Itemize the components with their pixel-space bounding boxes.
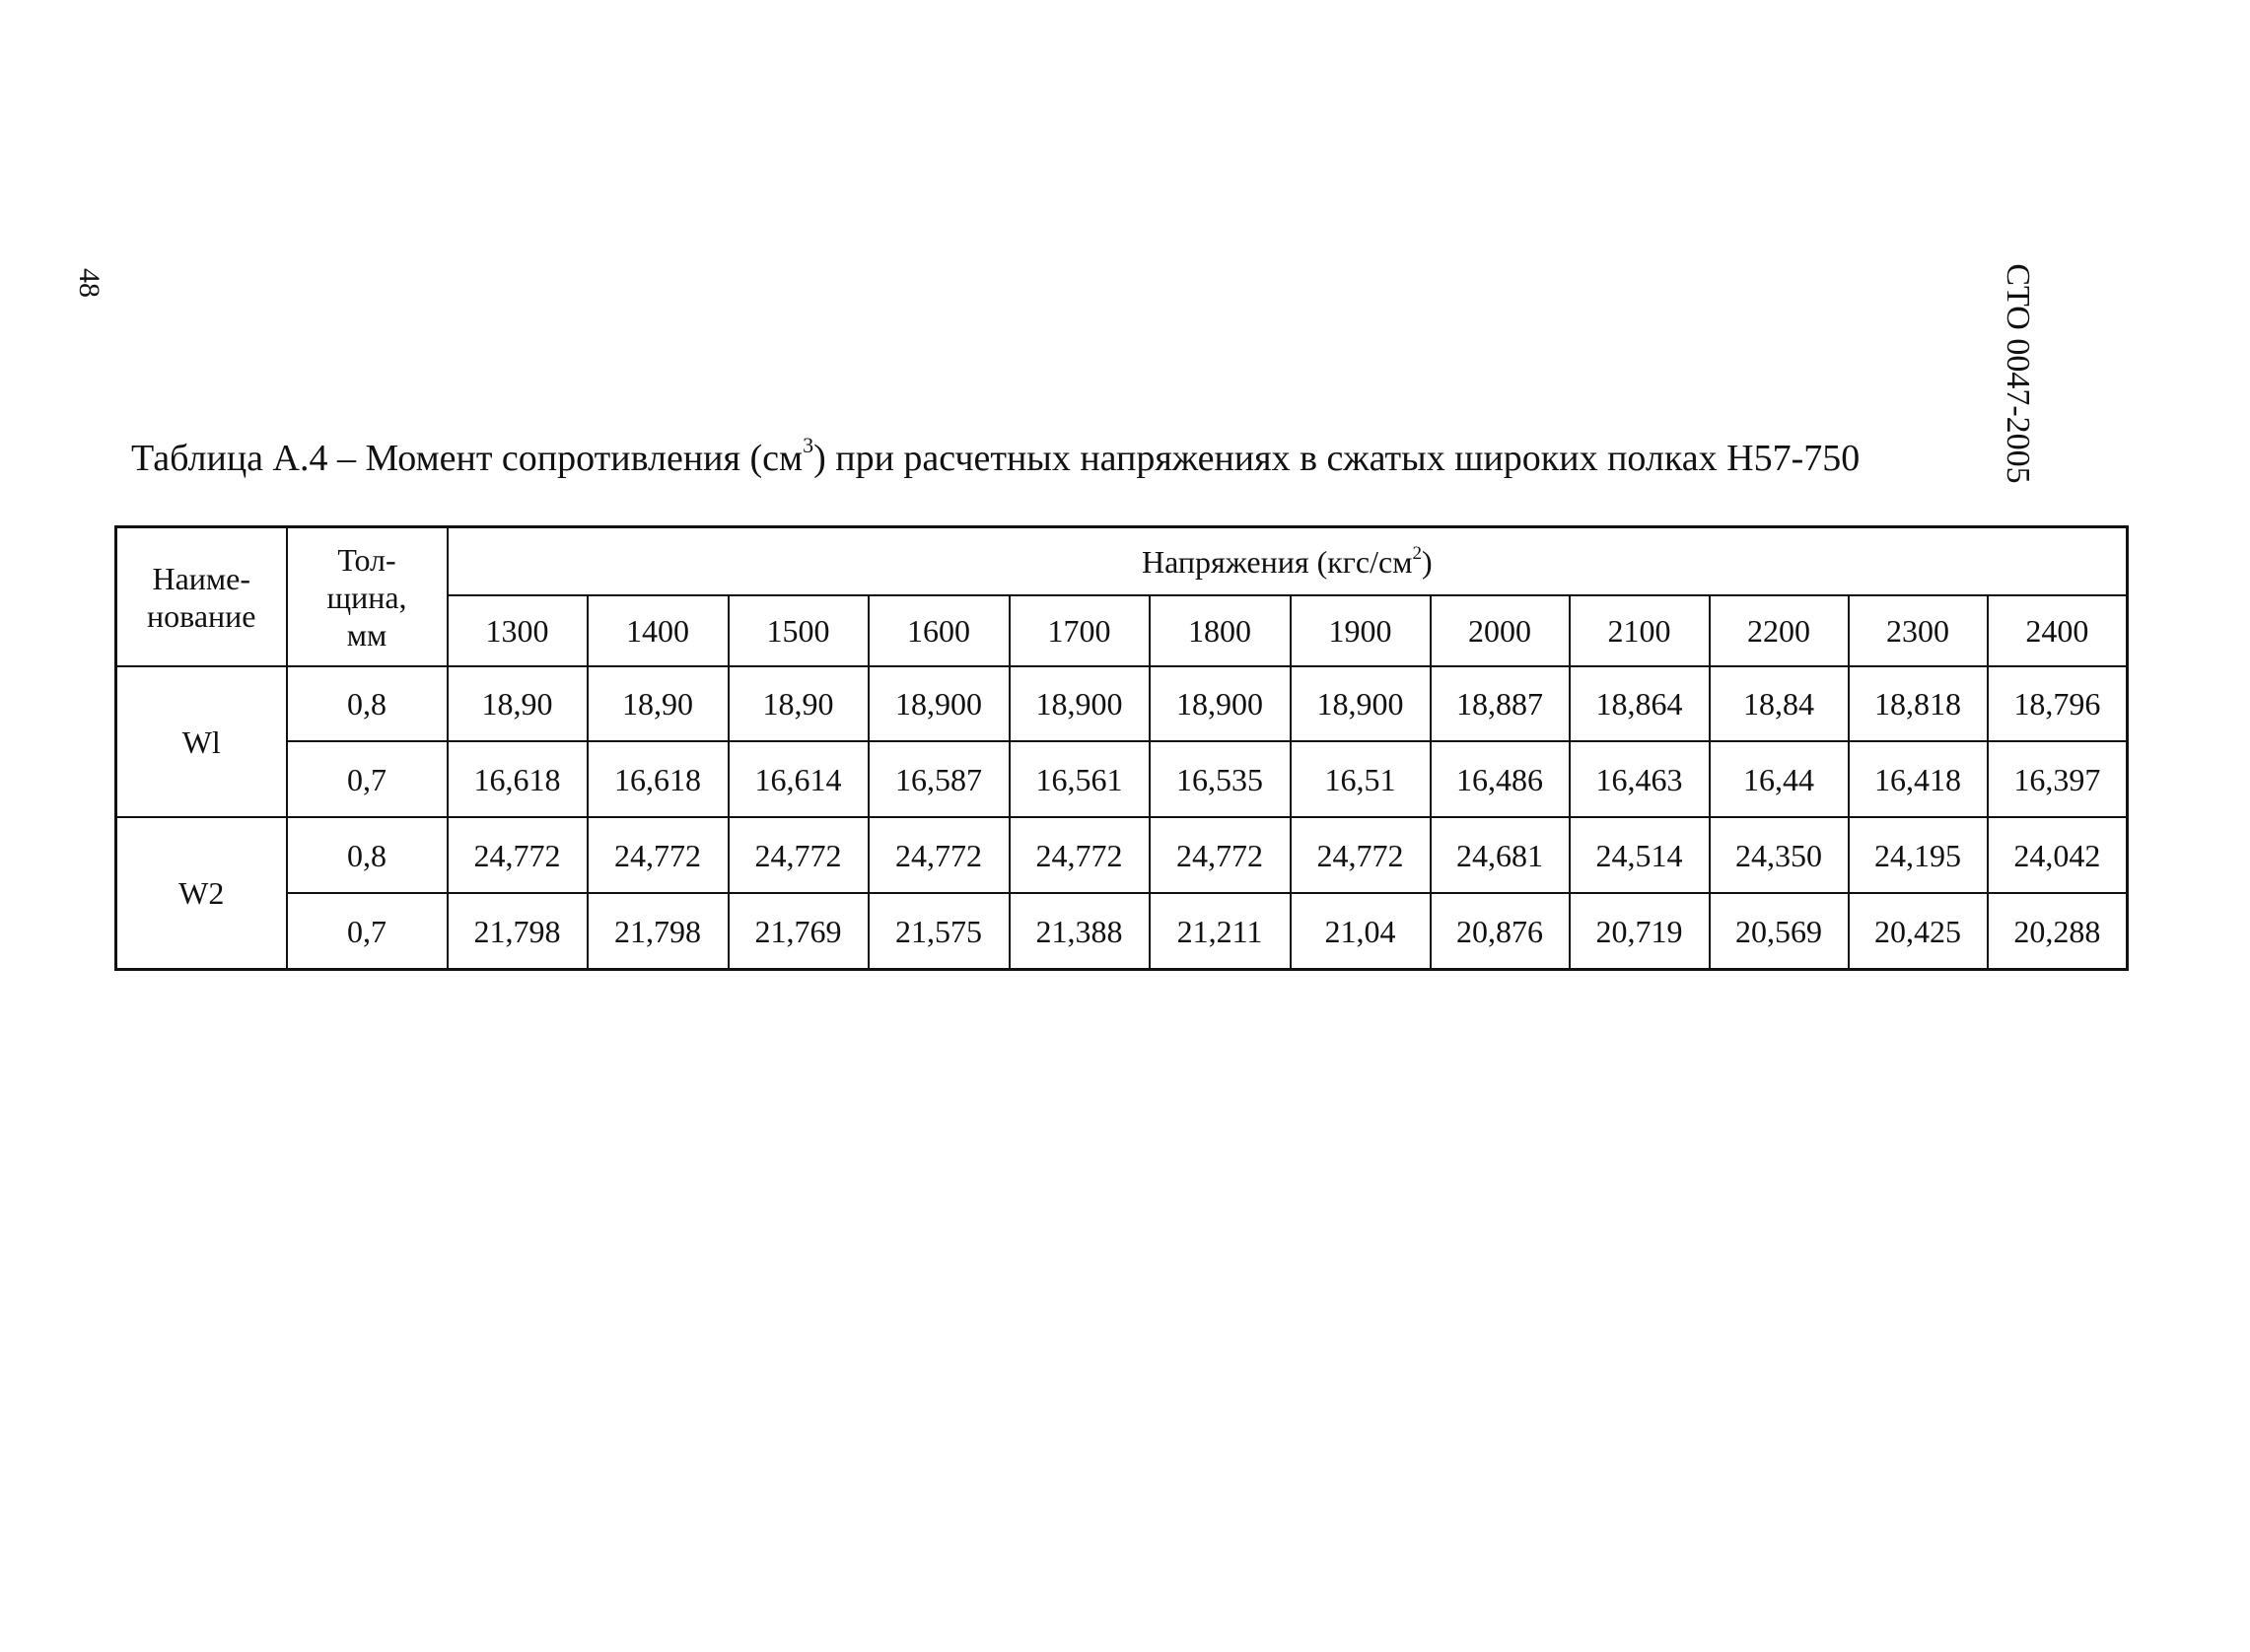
header-stress-value: 2000 [1431,595,1570,666]
table-title-superscript: 3 [803,433,814,457]
value-cell: 24,681 [1431,817,1570,893]
header-stress-suffix: ) [1421,543,1433,580]
header-stress-value: 1300 [448,595,588,666]
value-cell: 20,288 [1988,893,2128,970]
value-cell: 21,769 [729,893,869,970]
value-cell: 16,561 [1010,741,1150,817]
value-cell: 18,90 [448,666,588,741]
value-cell: 24,195 [1849,817,1988,893]
value-cell: 18,900 [869,666,1010,741]
header-stress-value: 2200 [1710,595,1849,666]
value-cell: 24,772 [588,817,729,893]
value-cell: 24,042 [1988,817,2128,893]
value-cell: 24,772 [1010,817,1150,893]
value-cell: 24,772 [729,817,869,893]
value-cell: 18,90 [588,666,729,741]
header-stress-value: 1500 [729,595,869,666]
value-cell: 16,614 [729,741,869,817]
value-cell: 21,211 [1150,893,1291,970]
header-stress-value: 1400 [588,595,729,666]
header-stress-value: 2100 [1570,595,1710,666]
header-name-column [116,527,287,667]
table-title-prefix: Таблица А.4 – Момент сопротивления (см [131,438,804,479]
value-cell: 16,463 [1570,741,1710,817]
thickness-cell: 0,8 [287,817,448,893]
value-cell: 24,514 [1570,817,1710,893]
header-stress-value: 1800 [1150,595,1291,666]
header-thickness-column [287,527,448,667]
value-cell: 18,864 [1570,666,1710,741]
value-cell: 24,772 [869,817,1010,893]
value-cell: 20,569 [1710,893,1849,970]
header-thickness-line3: мм [346,616,387,653]
value-cell: 21,798 [588,893,729,970]
group-name-cell: W2 [116,817,287,970]
header-stress-prefix: Напряжения (кгс/см [1142,543,1413,580]
value-cell: 18,900 [1010,666,1150,741]
value-cell: 20,876 [1431,893,1570,970]
value-cell: 16,486 [1431,741,1570,817]
value-cell: 24,772 [1150,817,1291,893]
value-cell: 16,587 [869,741,1010,817]
table-title [131,434,1860,483]
value-cell: 16,618 [588,741,729,817]
header-stress-value: 1600 [869,595,1010,666]
value-cell: 18,900 [1291,666,1431,741]
value-cell: 16,44 [1710,741,1849,817]
value-cell: 18,818 [1849,666,1988,741]
value-cell: 16,397 [1988,741,2128,817]
header-thickness-line1: Тол- [337,541,396,578]
thickness-cell: 0,7 [287,741,448,817]
value-cell: 24,350 [1710,817,1849,893]
table-row [116,893,2128,970]
value-cell: 16,418 [1849,741,1988,817]
value-cell: 16,618 [448,741,588,817]
header-stress-value: 1900 [1291,595,1431,666]
header-stress-value: 2400 [1988,595,2128,666]
header-thickness-line2: щина, [326,579,407,615]
value-cell: 24,772 [1291,817,1431,893]
value-cell: 21,575 [869,893,1010,970]
value-cell: 21,798 [448,893,588,970]
document-code: СТО 0047-2005 [2000,263,2036,484]
value-cell: 18,84 [1710,666,1849,741]
value-cell: 18,900 [1150,666,1291,741]
table-title-suffix: ) при расчетных напряжениях в сжатых широких полках Н57-750 [813,438,1861,479]
value-cell: 18,90 [729,666,869,741]
header-stress-value: 1700 [1010,595,1150,666]
value-cell: 18,796 [1988,666,2128,741]
value-cell: 16,51 [1291,741,1431,817]
value-cell: 20,425 [1849,893,1988,970]
header-stress-superscript: 2 [1412,542,1422,564]
table-row [116,666,2128,741]
value-cell: 21,388 [1010,893,1150,970]
table-row [116,817,2128,893]
group-name-cell: Wl [116,666,287,817]
header-name-line1: Наиме- [152,560,251,596]
header-stress-value: 2300 [1849,595,1988,666]
value-cell: 21,04 [1291,893,1431,970]
value-cell: 16,535 [1150,741,1291,817]
header-name-line2: нование [147,597,256,634]
header-stress-group [448,527,2128,596]
thickness-cell: 0,8 [287,666,448,741]
thickness-cell: 0,7 [287,893,448,970]
value-cell: 24,772 [448,817,588,893]
value-cell: 18,887 [1431,666,1570,741]
page-number: 48 [73,268,105,298]
value-cell: 20,719 [1570,893,1710,970]
moment-resistance-table [114,525,2129,971]
table-row [116,741,2128,817]
